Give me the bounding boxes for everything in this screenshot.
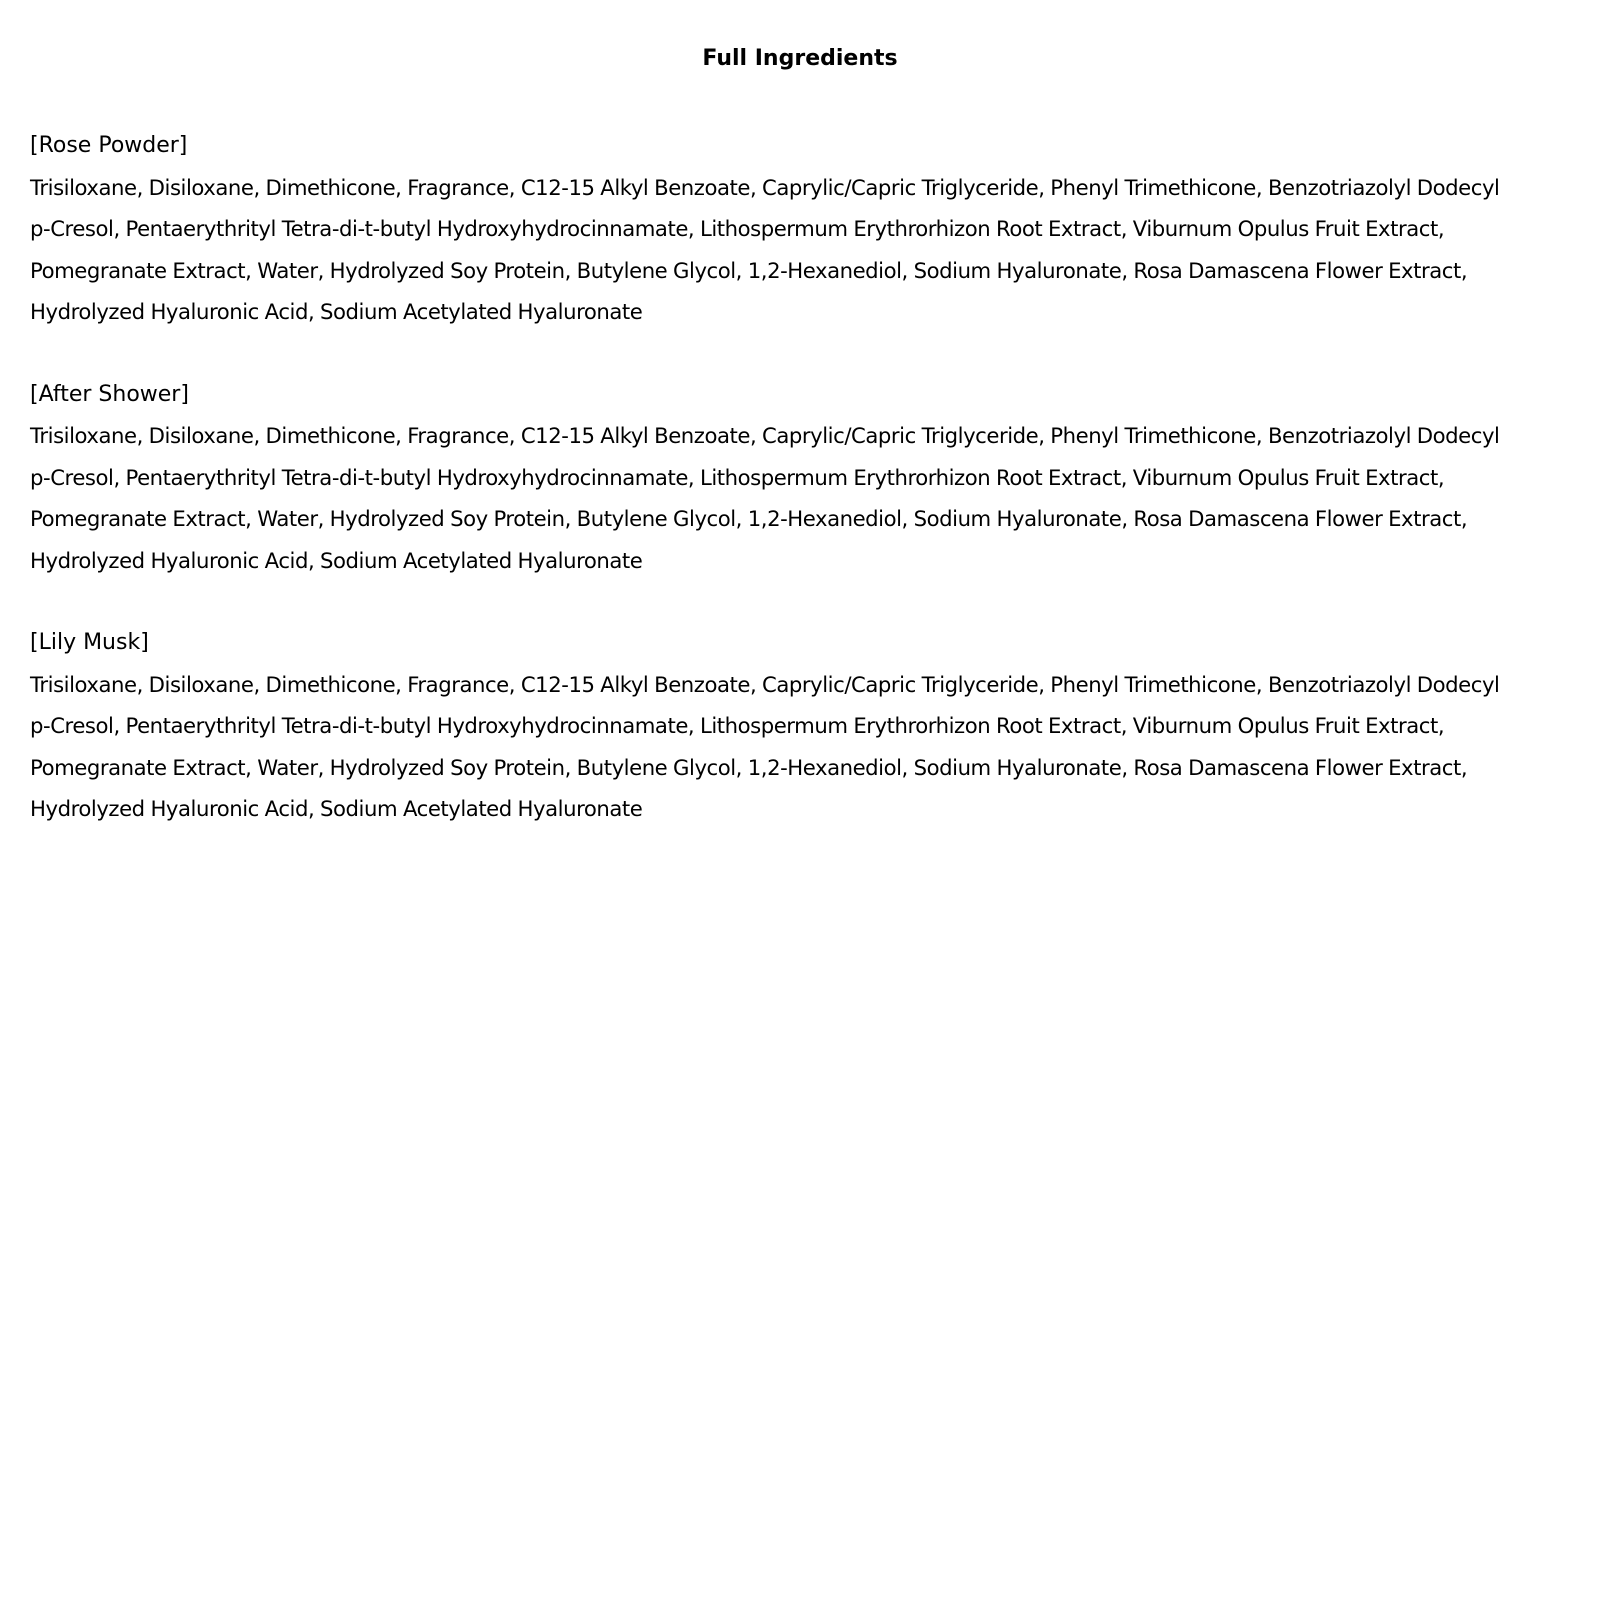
ingredient-line: Pomegranate Extract, Water, Hydrolyzed Soy Protein, Butylene Glycol, 1,2-Hexanediol, Sodium Hyaluronate, Rosa Damascena Flower Extract, bbox=[30, 506, 1468, 531]
ingredient-sections bbox=[30, 125, 1575, 871]
ingredient-line: Trisiloxane, Disiloxane, Dimethicone, Fragrance, C12-15 Alkyl Benzoate, Caprylic/Capric Triglyceride, Phenyl Trimethicone, Benzotriazolyl Dodecyl bbox=[30, 423, 1500, 448]
ingredient-list bbox=[30, 167, 1575, 333]
ingredient-line: p-Cresol, Pentaerythrityl Tetra-di-t-butyl Hydroxyhydrocinnamate, Lithospermum Erythrorhizon Root Extract, Viburnum Opulus Fruit Extract, bbox=[30, 464, 1445, 490]
ingredient-line: Hydrolyzed Hyaluronic Acid, Sodium Acetylated Hyaluronate bbox=[30, 796, 643, 821]
ingredient-line: Hydrolyzed Hyaluronic Acid, Sodium Acetylated Hyaluronate bbox=[30, 547, 643, 573]
page-title: Full Ingredients bbox=[702, 46, 898, 71]
section-heading: [Rose Powder] bbox=[30, 133, 188, 158]
ingredient-line: Pomegranate Extract, Water, Hydrolyzed Soy Protein, Butylene Glycol, 1,2-Hexanediol, Sodium Hyaluronate, Rosa Damascena Flower Extract, bbox=[30, 754, 1468, 780]
ingredient-line: Trisiloxane, Disiloxane, Dimethicone, Fragrance, C12-15 Alkyl Benzoate, Caprylic/Capric Triglyceride, Phenyl Trimethicone, Benzotriazolyl Dodecyl bbox=[30, 671, 1500, 697]
ingredient-line: p-Cresol, Pentaerythrityl Tetra-di-t-butyl Hydroxyhydrocinnamate, Lithospermum Erythrorhizon Root Extract, Viburnum Opulus Fruit Extract, bbox=[30, 713, 1445, 738]
ingredient-line: Hydrolyzed Hyaluronic Acid, Sodium Acetylated Hyaluronate bbox=[30, 299, 643, 324]
ingredient-line: Pomegranate Extract, Water, Hydrolyzed Soy Protein, Butylene Glycol, 1,2-Hexanediol, Sodium Hyaluronate, Rosa Damascena Flower Extract, bbox=[30, 257, 1468, 283]
ingredient-line: Trisiloxane, Disiloxane, Dimethicone, Fragrance, C12-15 Alkyl Benzoate, Caprylic/Capric Triglyceride, Phenyl Trimethicone, Benzotriazolyl Dodecyl bbox=[30, 174, 1500, 200]
ingredient-list bbox=[30, 664, 1575, 830]
ingredient-list bbox=[30, 415, 1575, 581]
section-lily-musk bbox=[30, 622, 1575, 830]
section-after-shower bbox=[30, 374, 1575, 582]
section-rose-powder bbox=[30, 125, 1575, 333]
section-heading: [After Shower] bbox=[30, 381, 189, 407]
section-heading: [Lily Musk] bbox=[30, 630, 149, 655]
ingredient-line: p-Cresol, Pentaerythrityl Tetra-di-t-butyl Hydroxyhydrocinnamate, Lithospermum Erythrorhizon Root Extract, Viburnum Opulus Fruit Extract, bbox=[30, 216, 1445, 241]
